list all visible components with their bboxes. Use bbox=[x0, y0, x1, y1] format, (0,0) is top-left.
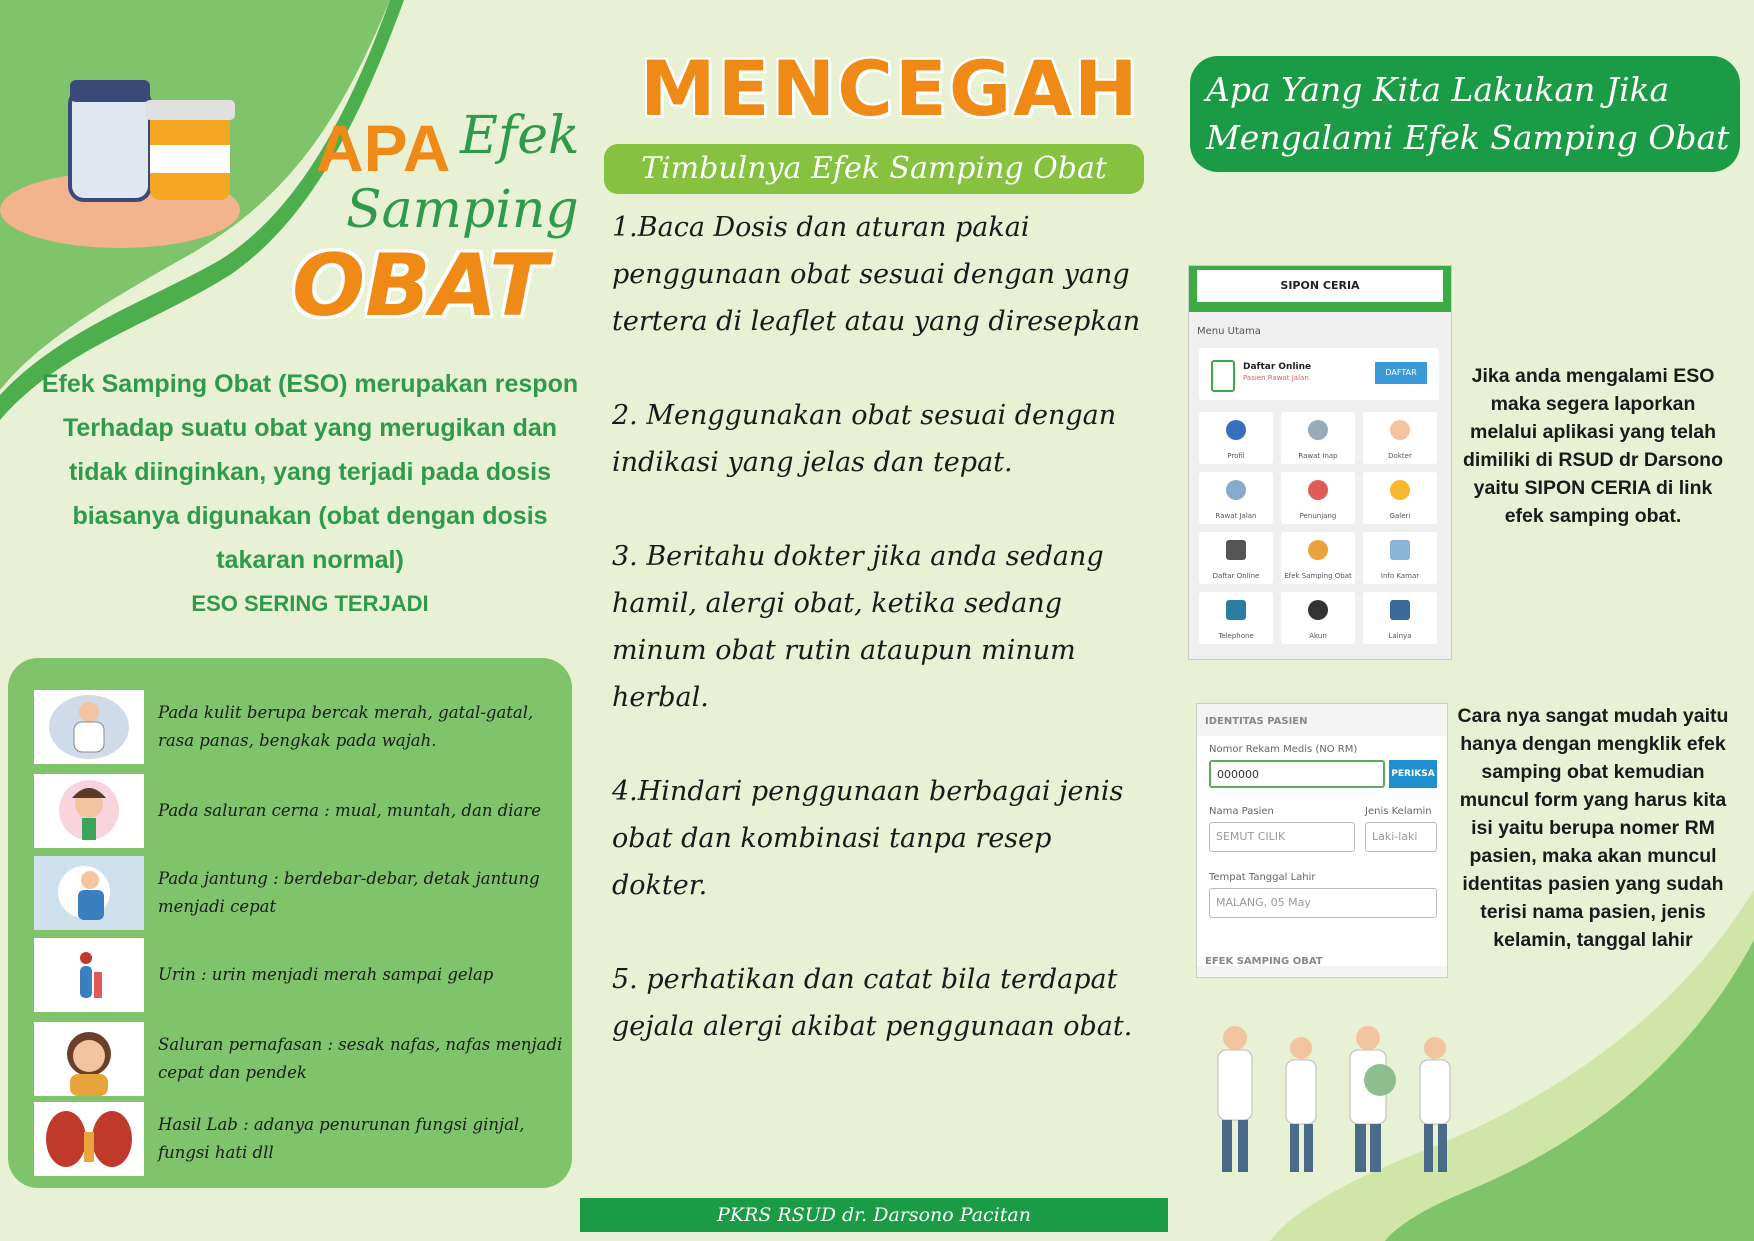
step-item: 5. perhatikan dan catat bila terdapat gejala alergi akibat penggunaan obat. bbox=[612, 964, 1133, 1042]
room-icon bbox=[1390, 540, 1410, 560]
symptom-text: Pada kulit berupa bercak merah, gatal-gatal, rasa panas, bengkak pada wajah. bbox=[158, 703, 534, 750]
symptom-row bbox=[26, 774, 566, 848]
support-icon bbox=[1308, 480, 1328, 500]
grid-telephone[interactable] bbox=[1199, 592, 1273, 644]
grid-label: Dokter bbox=[1388, 452, 1412, 460]
name-label: Nama Pasien bbox=[1209, 806, 1274, 817]
eso-often-label: ESO SERING TERJADI bbox=[191, 591, 429, 616]
grid-daftar-online[interactable] bbox=[1199, 532, 1273, 584]
form-section-title: IDENTITAS PASIEN bbox=[1205, 716, 1308, 727]
gender-label: Jenis Kelamin bbox=[1365, 806, 1432, 817]
mencegah-subheading: Timbulnya Efek Samping Obat bbox=[604, 144, 1144, 194]
app-screenshot-menu bbox=[1188, 265, 1452, 660]
symptom-text: Saluran pernafasan : sesak nafas, nafas menjadi cepat dan pendek bbox=[158, 1035, 563, 1082]
symptoms-panel bbox=[8, 658, 572, 1188]
right-heading-line2: Mengalami Efek Samping Obat bbox=[1206, 118, 1730, 157]
symptom-row bbox=[26, 1022, 566, 1096]
symptom-row bbox=[26, 856, 566, 930]
grid-label: Akun bbox=[1309, 632, 1327, 640]
grid-profil[interactable] bbox=[1199, 412, 1273, 464]
eso-section-title: EFEK SAMPING OBAT bbox=[1205, 956, 1323, 967]
prevention-steps bbox=[612, 204, 1152, 1097]
form-instruction: Cara nya sangat mudah yaitu hanya dengan mengklik efek samping obat kemudian muncul form yang harus kita isi yaitu berupa nomer RM pasien, maka akan muncul identitas pasien yang sudah terisi nama pasien, jenis kelamin, tanggal lahir bbox=[1457, 705, 1729, 951]
title-samping: Samping bbox=[346, 180, 579, 240]
skin-icon bbox=[34, 690, 144, 764]
birth-input[interactable]: MALANG, 05 May bbox=[1209, 888, 1437, 918]
eso-definition bbox=[40, 362, 580, 626]
urine-icon bbox=[34, 938, 144, 1012]
ambulance-icon bbox=[1226, 480, 1246, 500]
app-screenshot-form bbox=[1196, 703, 1448, 978]
menu-label: Menu Utama bbox=[1197, 326, 1261, 337]
pill-bottles-illustration bbox=[0, 60, 250, 250]
app-title: SIPON CERIA bbox=[1197, 270, 1443, 302]
step-item: 4.Hindari penggunaan berbagai jenis obat dan kombinasi tanpa resep dokter. bbox=[612, 776, 1124, 901]
clipboard-icon bbox=[1226, 540, 1246, 560]
heart-icon bbox=[34, 856, 144, 930]
eso-paragraph: Efek Samping Obat (ESO) merupakan respon Terhadap suatu obat yang merugikan dan tidak diinginkan, yang terjadi pada dosis biasanya digunakan (obat dengan dosis takaran normal) bbox=[41, 370, 579, 574]
gender-input[interactable]: Laki-laki bbox=[1365, 822, 1437, 852]
right-heading bbox=[1190, 56, 1740, 172]
phone-icon bbox=[1226, 600, 1246, 620]
kidney-icon bbox=[34, 1102, 144, 1176]
health-workers-illustration bbox=[1200, 1020, 1480, 1185]
grid-label: Efek Samping Obat bbox=[1284, 572, 1352, 580]
daftar-button[interactable]: DAFTAR bbox=[1375, 362, 1427, 384]
step-item: 2. Menggunakan obat sesuai dengan indikasi yang jelas dan tepat. bbox=[612, 400, 1117, 478]
grid-label: Lainya bbox=[1388, 632, 1412, 640]
symptom-row bbox=[26, 1102, 566, 1176]
daftar-online-card[interactable] bbox=[1199, 348, 1439, 400]
profile-icon bbox=[1226, 420, 1246, 440]
grid-info-kamar[interactable] bbox=[1363, 532, 1437, 584]
grid-label: Info Kamar bbox=[1380, 572, 1420, 580]
grid-label: Rawat Jalan bbox=[1215, 512, 1257, 520]
register-icon bbox=[1211, 360, 1235, 392]
grid-label: Telephone bbox=[1218, 632, 1254, 640]
birth-label: Tempat Tanggal Lahir bbox=[1209, 872, 1316, 883]
symptom-text: Hasil Lab : adanya penurunan fungsi ginjal, fungsi hati dll bbox=[158, 1115, 525, 1162]
symptom-text: Urin : urin menjadi merah sampai gelap bbox=[158, 965, 494, 984]
grid-penunjang[interactable] bbox=[1281, 472, 1355, 524]
grid-label: Penunjang bbox=[1299, 512, 1337, 520]
form-card bbox=[1197, 736, 1447, 966]
grid-label: Profil bbox=[1227, 452, 1245, 460]
daftar-subtitle: Pasien Rawat Jalan bbox=[1243, 374, 1309, 382]
grid-akun[interactable] bbox=[1281, 592, 1355, 644]
step-item: 1.Baca Dosis dan aturan pakai penggunaan obat sesuai dengan yang tertera di leaflet atau yang diresepkan bbox=[612, 212, 1141, 337]
nausea-icon bbox=[34, 774, 144, 848]
name-input[interactable]: SEMUT CILIK bbox=[1209, 822, 1355, 852]
symptom-text: Pada saluran cerna : mual, muntah, dan diare bbox=[158, 801, 542, 820]
title-obat: OBAT bbox=[292, 236, 548, 336]
account-icon bbox=[1308, 600, 1328, 620]
grid-rawat-jalan[interactable] bbox=[1199, 472, 1273, 524]
grid-rawat-inap[interactable] bbox=[1281, 412, 1355, 464]
title-apa: APA bbox=[316, 111, 451, 185]
title-efek: Efek bbox=[460, 106, 580, 166]
app-header bbox=[1189, 266, 1451, 312]
step-item: 3. Beritahu dokter jika anda sedang hamil, alergi obat, ketika sedang minum obat rutin ataupun minum herbal. bbox=[612, 541, 1104, 713]
more-icon bbox=[1390, 600, 1410, 620]
bed-icon bbox=[1308, 420, 1328, 440]
grid-efek-samping-obat[interactable] bbox=[1281, 532, 1355, 584]
grid-label: Rawat Inap bbox=[1298, 452, 1338, 460]
symptom-text: Pada jantung : berdebar-debar, detak jantung menjadi cepat bbox=[158, 869, 540, 916]
daftar-title: Daftar Online bbox=[1243, 362, 1312, 372]
symptom-row bbox=[26, 690, 566, 764]
grid-label: Galeri bbox=[1389, 512, 1411, 520]
right-heading-line1: Apa Yang Kita Lakukan Jika bbox=[1206, 70, 1670, 109]
grid-galeri[interactable] bbox=[1363, 472, 1437, 524]
grid-lainya[interactable] bbox=[1363, 592, 1437, 644]
periksa-button[interactable]: PERIKSA bbox=[1389, 760, 1437, 788]
rm-label: Nomor Rekam Medis (NO RM) bbox=[1209, 744, 1358, 755]
grid-label: Daftar Online bbox=[1212, 572, 1260, 580]
footer-bar: PKRS RSUD dr. Darsono Pacitan bbox=[580, 1198, 1168, 1232]
symptom-row bbox=[26, 938, 566, 1012]
rm-input[interactable]: 000000 bbox=[1209, 760, 1385, 788]
grid-dokter[interactable] bbox=[1363, 412, 1437, 464]
pills-icon bbox=[1308, 540, 1328, 560]
camera-icon bbox=[1390, 480, 1410, 500]
report-instruction: Jika anda mengalami ESO maka segera laporkan melalui aplikasi yang telah dimiliki di RSUD dr Darsono yaitu SIPON CERIA di link efek samping obat. bbox=[1462, 365, 1724, 527]
mencegah-heading: MENCEGAH bbox=[640, 44, 1140, 133]
doctor-icon bbox=[1390, 420, 1410, 440]
breath-icon bbox=[34, 1022, 144, 1096]
